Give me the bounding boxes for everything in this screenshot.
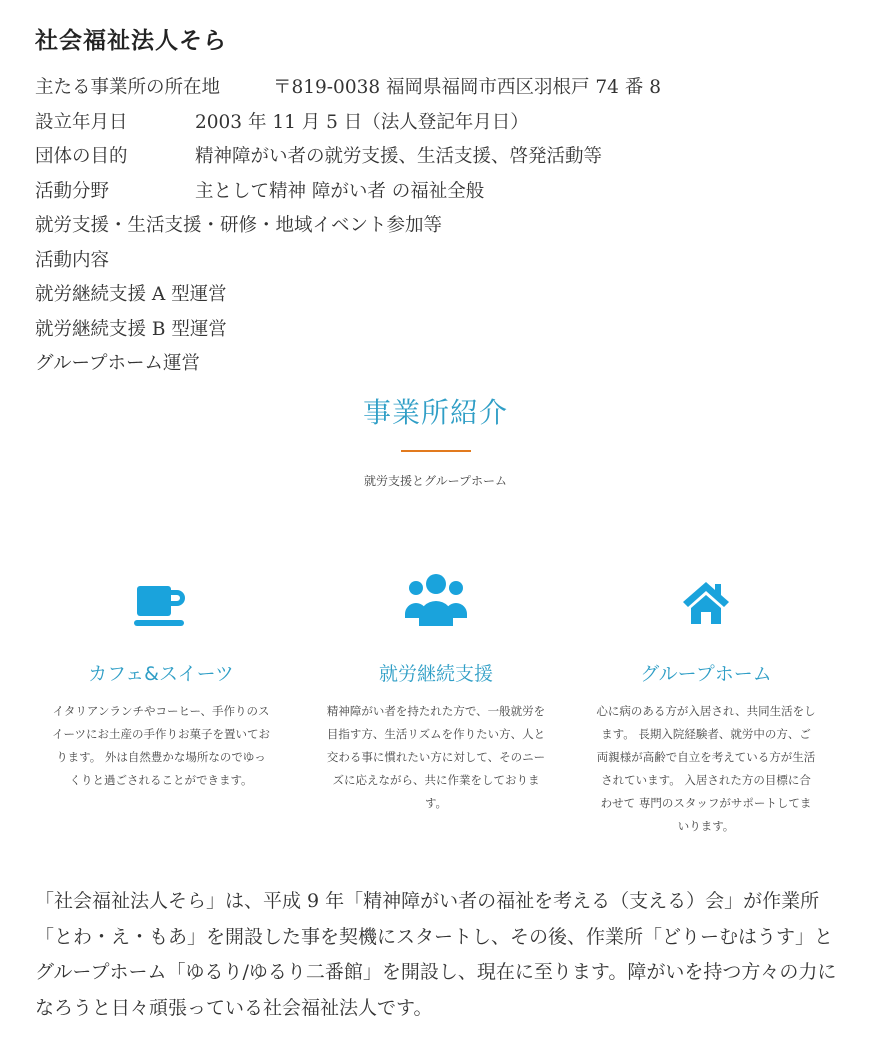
info-value: 精神障がい者の就労支援、生活支援、啓発活動等 [195, 146, 603, 167]
info-line: 活動内容 [35, 249, 110, 271]
info-value: 2003 年 11 月 5 日（法人登記年月日） [195, 111, 529, 133]
closing-paragraph: 「社会福祉法人そら」は、平成 9 年「精神障がい者の福祉を考える（支える）会」が作業所「とわ・え・もあ」を開設した事を契機にスタートし、その後、作業所「どりーむはうす」とグループホーム「ゆるり/ゆるり二番館」を開設し、現在に至ります。障がいを持つ方々の力になろうと日々頑張っている社会福祉法人です。 [35, 890, 837, 1019]
service-cafe [46, 572, 276, 792]
section-title: 事業所紹介 [362, 396, 508, 429]
section-header [0, 390, 871, 489]
info-line: 就労継続支援 B 型運営 [35, 318, 227, 340]
home-icon [591, 572, 821, 632]
info-row-field [35, 178, 661, 213]
section-divider [401, 450, 471, 452]
service-description: イタリアンランチやコーヒー、手作りのスイーツにお土産の手作りお菓子を置いております。 外は自然豊かな場所なのでゆっくりと過ごされることができます。 [51, 704, 271, 787]
info-row-purpose [35, 143, 661, 178]
info-label: 主たる事業所の所在地 [35, 77, 221, 98]
info-label: 設立年月日 [35, 111, 128, 133]
coffee-cup-icon [46, 572, 276, 632]
users-group-icon [321, 572, 551, 632]
service-title: グループホーム [640, 663, 772, 685]
service-title: 就労継続支援 [378, 663, 493, 685]
info-value: 主として精神 障がい者 の福祉全般 [195, 180, 485, 202]
info-label: 団体の目的 [35, 146, 128, 167]
service-description: 心に病のある方が入居され、共同生活をします。 長期入院経験者、就労中の方、ご両親様が高齢で自立を考えている方が生活されています。 入居された方の目標に合わせて 専門のスタッフがサポートしてまいります。 [596, 704, 816, 833]
info-line: グループホーム運営 [35, 353, 201, 374]
info-line: 就労支援・生活支援・研修・地域イベント参加等 [35, 215, 443, 236]
organization-info [35, 74, 661, 385]
section-subtitle: 就労支援とグループホーム [363, 474, 508, 488]
service-employment-support [321, 572, 551, 815]
organization-title: 社会福祉法人そら [35, 28, 227, 54]
info-value: 〒819-0038 福岡県福岡市西区羽根戸 74 番 8 [273, 77, 661, 98]
info-line: 就労継続支援 A 型運営 [35, 284, 227, 305]
info-row-founded [35, 109, 661, 144]
info-label: 活動分野 [35, 180, 110, 202]
service-description: 精神障がい者を持たれた方で、一般就労を目指す方、生活リズムを作りたい方、人と交わる事に慣れたい方に対して、そのニーズに応えながら、共に作業をしております。 [326, 704, 546, 810]
service-title: カフェ&スイーツ [88, 663, 234, 685]
service-group-home [591, 572, 821, 838]
info-row-address [35, 74, 661, 109]
